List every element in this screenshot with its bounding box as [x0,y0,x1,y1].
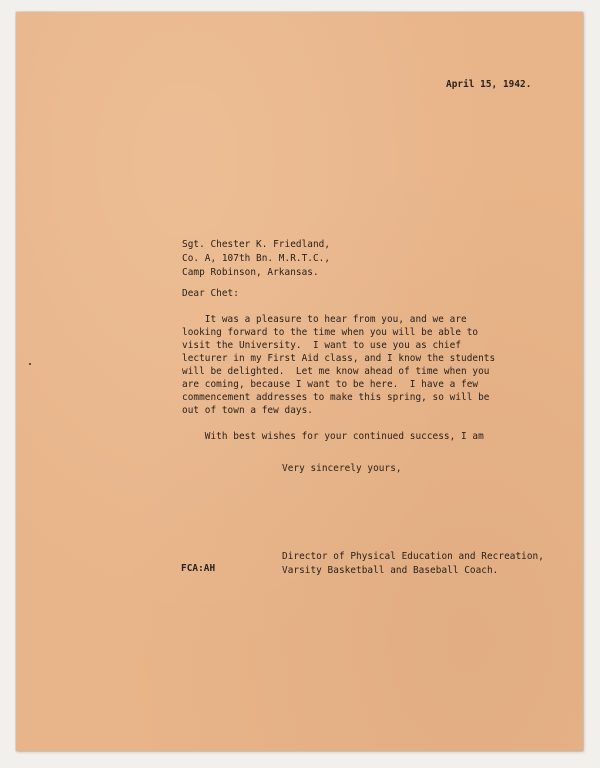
closing: Very sincerely yours, [282,463,402,474]
body-line: commencement addresses to make this spring, so will be [182,392,490,403]
signature-title-line-1: Director of Physical Education and Recreation, [282,551,544,562]
body-line: It was a pleasure to hear from you, and we are [182,314,467,325]
body-line: visit the University. I want to use you as chief [182,340,462,351]
body-line: out of town a few days. [182,405,313,416]
letter-date: April 15, 1942. [446,79,532,90]
body-line: will be delighted. Let me know ahead of time when you [182,366,490,377]
paper-speck [29,363,31,365]
recipient-line-3: Camp Robinson, Arkansas. [182,267,319,278]
recipient-line-1: Sgt. Chester K. Friedland, [182,239,331,250]
body-line: are coming, because I want to be here. I have a few [182,379,479,390]
body-line: looking forward to the time when you will be able to [182,327,479,338]
signature-title-line-2: Varsity Basketball and Baseball Coach. [282,565,499,576]
body-line: lecturer in my First Aid class, and I know the students [182,353,496,364]
salutation: Dear Chet: [182,288,239,299]
recipient-line-2: Co. A, 107th Bn. M.R.T.C., [182,253,331,264]
body-line: With best wishes for your continued success, I am [182,431,484,442]
letter-page [16,12,583,751]
typist-initials: FCA:AH [181,563,216,574]
